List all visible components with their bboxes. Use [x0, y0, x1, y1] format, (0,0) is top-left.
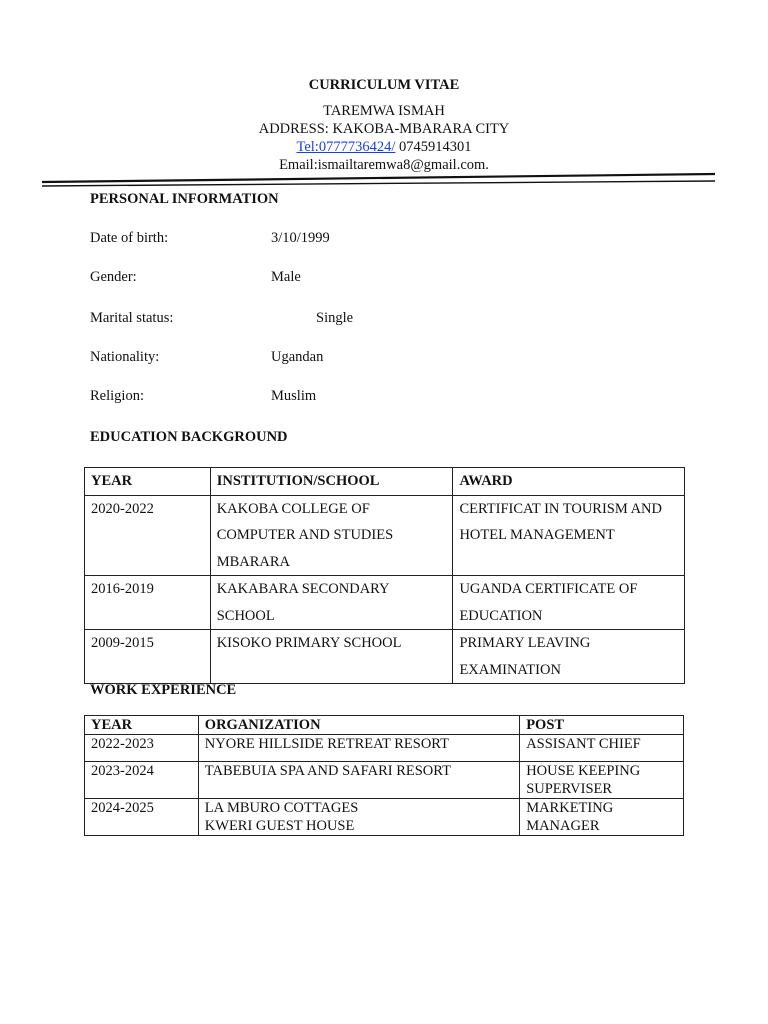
- cv-header: [0, 76, 768, 174]
- info-row-gender: [90, 269, 490, 289]
- address-line: ADDRESS: KAKOBA-MBARARA CITY: [258, 121, 510, 137]
- table-cell: CERTIFICAT IN TOURISM AND HOTEL MANAGEMENT: [453, 495, 685, 576]
- table-row: [85, 762, 684, 799]
- table-cell: 2023-2024: [85, 762, 199, 799]
- info-value: Male: [271, 269, 301, 285]
- column-header: POST: [520, 716, 684, 735]
- table-row: [85, 735, 684, 762]
- info-row-religion: [90, 388, 490, 408]
- column-header: YEAR: [85, 468, 211, 496]
- info-label: Date of birth:: [90, 230, 169, 246]
- table-cell: MARKETING MANAGER: [520, 799, 684, 836]
- table-cell: TABEBUIA SPA AND SAFARI RESORT: [198, 762, 519, 799]
- info-label: Marital status:: [90, 310, 174, 326]
- info-value: 3/10/1999: [271, 230, 330, 246]
- table-cell: 2009-2015: [85, 630, 211, 684]
- info-value: Muslim: [271, 388, 317, 404]
- table-row: [85, 630, 685, 684]
- info-row-marital: [90, 310, 490, 330]
- info-value: Single: [316, 310, 354, 326]
- column-header: ORGANIZATION: [198, 716, 519, 735]
- organization-name: LA MBURO COTTAGES: [204, 800, 359, 816]
- table-header-row: [85, 468, 685, 496]
- work-table: [84, 715, 684, 836]
- tel-link[interactable]: Tel:0777736424/: [296, 139, 396, 155]
- table-header-row: [85, 716, 684, 735]
- table-row: [85, 576, 685, 630]
- table-cell: 2022-2023: [85, 735, 199, 762]
- column-header: AWARD: [453, 468, 685, 496]
- info-label: Religion:: [90, 388, 144, 404]
- table-cell: KISOKO PRIMARY SCHOOL: [210, 630, 453, 684]
- table-cell: 2024-2025: [85, 799, 199, 836]
- info-value: Ugandan: [271, 349, 324, 365]
- info-label: Gender:: [90, 269, 137, 285]
- tel-secondary: 0745914301: [395, 139, 472, 155]
- table-cell: ASSISANT CHIEF: [520, 735, 684, 762]
- column-header: INSTITUTION/SCHOOL: [210, 468, 453, 496]
- table-row: [85, 495, 685, 576]
- phone-line: [0, 138, 768, 156]
- table-cell: HOUSE KEEPING SUPERVISER: [520, 762, 684, 799]
- education-table: [84, 467, 685, 684]
- table-cell: KAKOBA COLLEGE OF COMPUTER AND STUDIES MBARARA: [210, 495, 453, 576]
- email-line: Email:ismailtaremwa8@gmail.com.: [279, 157, 489, 173]
- table-cell: 2020-2022: [85, 495, 211, 576]
- info-row-dob: [90, 230, 490, 250]
- table-row: [85, 799, 684, 836]
- column-header: YEAR: [85, 716, 199, 735]
- organization-name: KWERI GUEST HOUSE: [204, 818, 355, 834]
- info-row-nationality: [90, 349, 490, 369]
- document-title: CURRICULUM VITAE: [308, 77, 460, 93]
- candidate-name: TAREMWA ISMAH: [323, 103, 445, 119]
- table-cell: UGANDA CERTIFICATE OF EDUCATION: [453, 576, 685, 630]
- table-cell: NYORE HILLSIDE RETREAT RESORT: [198, 735, 519, 762]
- education-heading: EDUCATION BACKGROUND: [90, 429, 288, 445]
- personal-info-heading: PERSONAL INFORMATION: [90, 191, 279, 207]
- table-cell: 2016-2019: [85, 576, 211, 630]
- table-cell: KAKABARA SECONDARY SCHOOL: [210, 576, 453, 630]
- table-cell: [198, 799, 519, 836]
- work-experience-heading: WORK EXPERIENCE: [90, 682, 237, 698]
- info-label: Nationality:: [90, 349, 160, 365]
- table-cell: PRIMARY LEAVING EXAMINATION: [453, 630, 685, 684]
